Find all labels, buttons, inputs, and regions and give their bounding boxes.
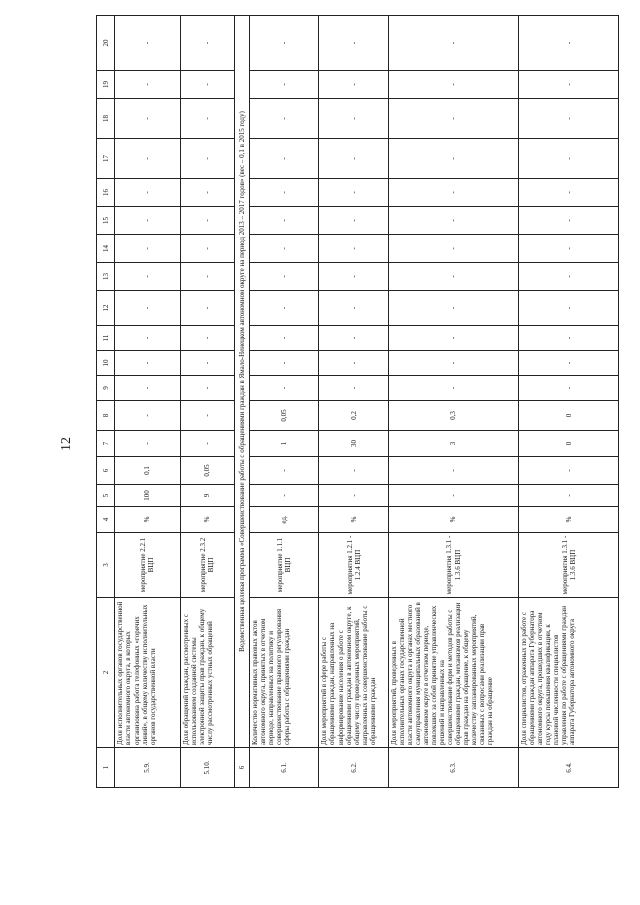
value-cell: - <box>115 179 180 207</box>
header-cell-7: 7 <box>97 431 115 457</box>
table-row <box>388 16 518 788</box>
value-cell: - <box>319 351 388 376</box>
value-cell: - <box>249 71 318 99</box>
indicator-name: Количество нормативных правовых актов автономного округа, принятых в отчетном периоде, направленных на политику и совершенствование правового регулирования сферы работы с обращениями граждан <box>249 598 318 748</box>
header-cell-8: 8 <box>97 401 115 431</box>
value-cell: - <box>519 207 619 235</box>
section-row <box>234 16 249 788</box>
measure-ref: мероприятие 2.3.2 ВЦП <box>180 533 234 598</box>
value-cell: - <box>115 263 180 291</box>
value-cell: - <box>388 351 518 376</box>
value-cell: - <box>519 139 619 179</box>
value-cell: - <box>388 457 518 485</box>
value-cell: - <box>519 235 619 263</box>
indicator-name: Доля исполнительных органов государственной власти автономного округа, в которых организована работа телефонных «горячих линий», в общему количеству исполнительных органов государственной власти <box>115 598 180 748</box>
value-cell: - <box>180 139 234 179</box>
unit: % <box>115 507 180 533</box>
indicator-name: Доля специалистов, отраженных по работе с обращениями граждан аппарата Губернатора автономного округа, прошедших в отчетном году курсы повышения квалификации, к плановой численности специалистов управления по работе с обращениями граждан аппарата Губернатора автономного округа <box>519 598 619 748</box>
value-cell: - <box>249 326 318 351</box>
header-cell-11: 11 <box>97 326 115 351</box>
value-cell: - <box>519 16 619 71</box>
header-cell-5: 5 <box>97 485 115 507</box>
header-cell-9: 9 <box>97 376 115 401</box>
value-cell: - <box>115 71 180 99</box>
table-row <box>319 16 388 788</box>
value-cell: 0,1 <box>115 457 180 485</box>
value-cell: - <box>388 16 518 71</box>
indicator-name: Доля мероприятий, проведенных в исполнительных органах государственной власти автономного округа и органах местного самоуправления муниципальных образований в автономном округе в отчетном периоде, повлекших за собой принятие управленческих решений и направленных на совершенствование форм и методов работы с обращениями граждан, механизмов реализации прав граждан на обращение, к общему количеству запланированных мероприятий, связанных с вопросами реализации прав граждан на обращение <box>388 598 518 748</box>
value-cell: - <box>388 71 518 99</box>
unit: % <box>519 507 619 533</box>
value-cell: - <box>519 99 619 139</box>
unit: % <box>319 507 388 533</box>
value-cell: - <box>180 179 234 207</box>
value-cell: - <box>180 99 234 139</box>
header-cell-1: 1 <box>97 748 115 788</box>
header-cell-12: 12 <box>97 291 115 326</box>
value-cell: - <box>180 235 234 263</box>
value-cell: - <box>115 326 180 351</box>
header-cell-15: 15 <box>97 207 115 235</box>
value-cell: - <box>388 376 518 401</box>
row-number: 5.10. <box>180 748 234 788</box>
value-cell: - <box>115 376 180 401</box>
unit: % <box>388 507 518 533</box>
row-number: 6.1. <box>249 748 318 788</box>
value-cell: - <box>115 16 180 71</box>
measure-ref: мероприятие 1.1.1 ВЦП <box>249 533 318 598</box>
row-number: 6.2. <box>319 748 388 788</box>
value-cell: 0 <box>519 401 619 431</box>
section-number: 6 <box>234 748 249 788</box>
value-cell: - <box>319 99 388 139</box>
value-cell: - <box>319 457 388 485</box>
value-cell: 100 <box>115 485 180 507</box>
value-cell: - <box>180 326 234 351</box>
unit: ед. <box>249 507 318 533</box>
row-number: 6.3. <box>388 748 518 788</box>
value-cell: - <box>180 401 234 431</box>
value-cell: - <box>180 207 234 235</box>
value-cell: - <box>388 485 518 507</box>
section-title: Ведомственная целевая программа «Совершенствование работы с обращениями граждан в Ямало-Ненецком автономном округе на период 2013 – 2017 годов» (вес – 0,1 в 2015 году) <box>234 16 249 748</box>
value-cell: - <box>519 291 619 326</box>
value-cell: - <box>319 485 388 507</box>
value-cell: - <box>388 179 518 207</box>
unit: % <box>180 507 234 533</box>
indicator-table <box>96 15 619 788</box>
value-cell: - <box>115 431 180 457</box>
value-cell: - <box>180 16 234 71</box>
table-row <box>115 16 180 788</box>
value-cell: - <box>319 16 388 71</box>
value-cell: - <box>519 263 619 291</box>
value-cell: - <box>519 71 619 99</box>
value-cell: 0,2 <box>319 401 388 431</box>
value-cell: - <box>319 376 388 401</box>
value-cell: - <box>388 235 518 263</box>
page-number: 12 <box>59 437 74 451</box>
header-cell-20: 20 <box>97 16 115 71</box>
value-cell: - <box>388 326 518 351</box>
value-cell: - <box>249 351 318 376</box>
value-cell: - <box>388 139 518 179</box>
header-cell-13: 13 <box>97 263 115 291</box>
value-cell: - <box>388 207 518 235</box>
value-cell: - <box>249 485 318 507</box>
header-cell-4: 4 <box>97 507 115 533</box>
row-number: 6.4. <box>519 748 619 788</box>
value-cell: - <box>249 291 318 326</box>
value-cell: - <box>319 263 388 291</box>
value-cell: - <box>249 457 318 485</box>
value-cell: 3 <box>388 431 518 457</box>
value-cell: - <box>519 179 619 207</box>
value-cell: - <box>115 235 180 263</box>
value-cell: - <box>319 207 388 235</box>
measure-ref: мероприятие 2.2.1 ВЦП <box>115 533 180 598</box>
table-row <box>180 16 234 788</box>
header-cell-19: 19 <box>97 71 115 99</box>
header-cell-17: 17 <box>97 139 115 179</box>
value-cell: - <box>319 326 388 351</box>
value-cell: - <box>180 351 234 376</box>
value-cell: - <box>249 376 318 401</box>
value-cell: - <box>249 139 318 179</box>
indicator-name: Доля обращений граждан, рассмотренных с использованием созданной системы электронной защиты прав граждан, к общему числу рассмотренных устных обращений <box>180 598 234 748</box>
header-row <box>97 16 115 788</box>
value-cell: - <box>519 351 619 376</box>
value-cell: - <box>319 139 388 179</box>
value-cell: - <box>519 326 619 351</box>
value-cell: 0 <box>519 431 619 457</box>
value-cell: 0,3 <box>388 401 518 431</box>
value-cell: - <box>388 99 518 139</box>
indicator-name: Доля мероприятий в сфере работы с обращениями граждан, направленных на информирование населения о работе с обращениями граждан в автономном округе, к общему числу проведенных мероприятий, направленных на совершенствование работы с обращениями граждан <box>319 598 388 748</box>
value-cell: - <box>180 431 234 457</box>
value-cell: 0,05 <box>249 401 318 431</box>
value-cell: - <box>115 99 180 139</box>
value-cell: - <box>115 139 180 179</box>
header-cell-16: 16 <box>97 179 115 207</box>
value-cell: - <box>319 291 388 326</box>
value-cell: - <box>115 351 180 376</box>
header-cell-2: 2 <box>97 598 115 748</box>
value-cell: - <box>115 291 180 326</box>
value-cell: 9 <box>180 485 234 507</box>
value-cell: - <box>519 457 619 485</box>
value-cell: - <box>519 376 619 401</box>
value-cell: 0,05 <box>180 457 234 485</box>
value-cell: 30 <box>319 431 388 457</box>
header-cell-6: 6 <box>97 457 115 485</box>
value-cell: - <box>249 235 318 263</box>
value-cell: - <box>115 207 180 235</box>
header-cell-14: 14 <box>97 235 115 263</box>
value-cell: - <box>388 263 518 291</box>
value-cell: - <box>180 376 234 401</box>
value-cell: - <box>249 16 318 71</box>
table-row <box>249 16 318 788</box>
value-cell: - <box>180 291 234 326</box>
value-cell: - <box>180 71 234 99</box>
value-cell: - <box>388 291 518 326</box>
header-cell-18: 18 <box>97 99 115 139</box>
value-cell: - <box>249 99 318 139</box>
rotated-table-container <box>96 16 619 788</box>
row-number: 5.9. <box>115 748 180 788</box>
value-cell: - <box>319 235 388 263</box>
table-row <box>519 16 619 788</box>
value-cell: - <box>319 71 388 99</box>
header-cell-3: 3 <box>97 533 115 598</box>
value-cell: 1 <box>249 431 318 457</box>
value-cell: - <box>249 207 318 235</box>
value-cell: - <box>249 263 318 291</box>
header-cell-10: 10 <box>97 351 115 376</box>
value-cell: - <box>115 401 180 431</box>
value-cell: - <box>249 179 318 207</box>
measure-ref: мероприятия 1.2.1 - 1.2.4 ВЦП <box>319 533 388 598</box>
measure-ref: мероприятия 1.3.1 - 1.3.6 ВЦП <box>519 533 619 598</box>
measure-ref: мероприятия 1.3.1 - 1.3.6 ВЦП <box>388 533 518 598</box>
value-cell: - <box>519 485 619 507</box>
value-cell: - <box>319 179 388 207</box>
value-cell: - <box>180 263 234 291</box>
